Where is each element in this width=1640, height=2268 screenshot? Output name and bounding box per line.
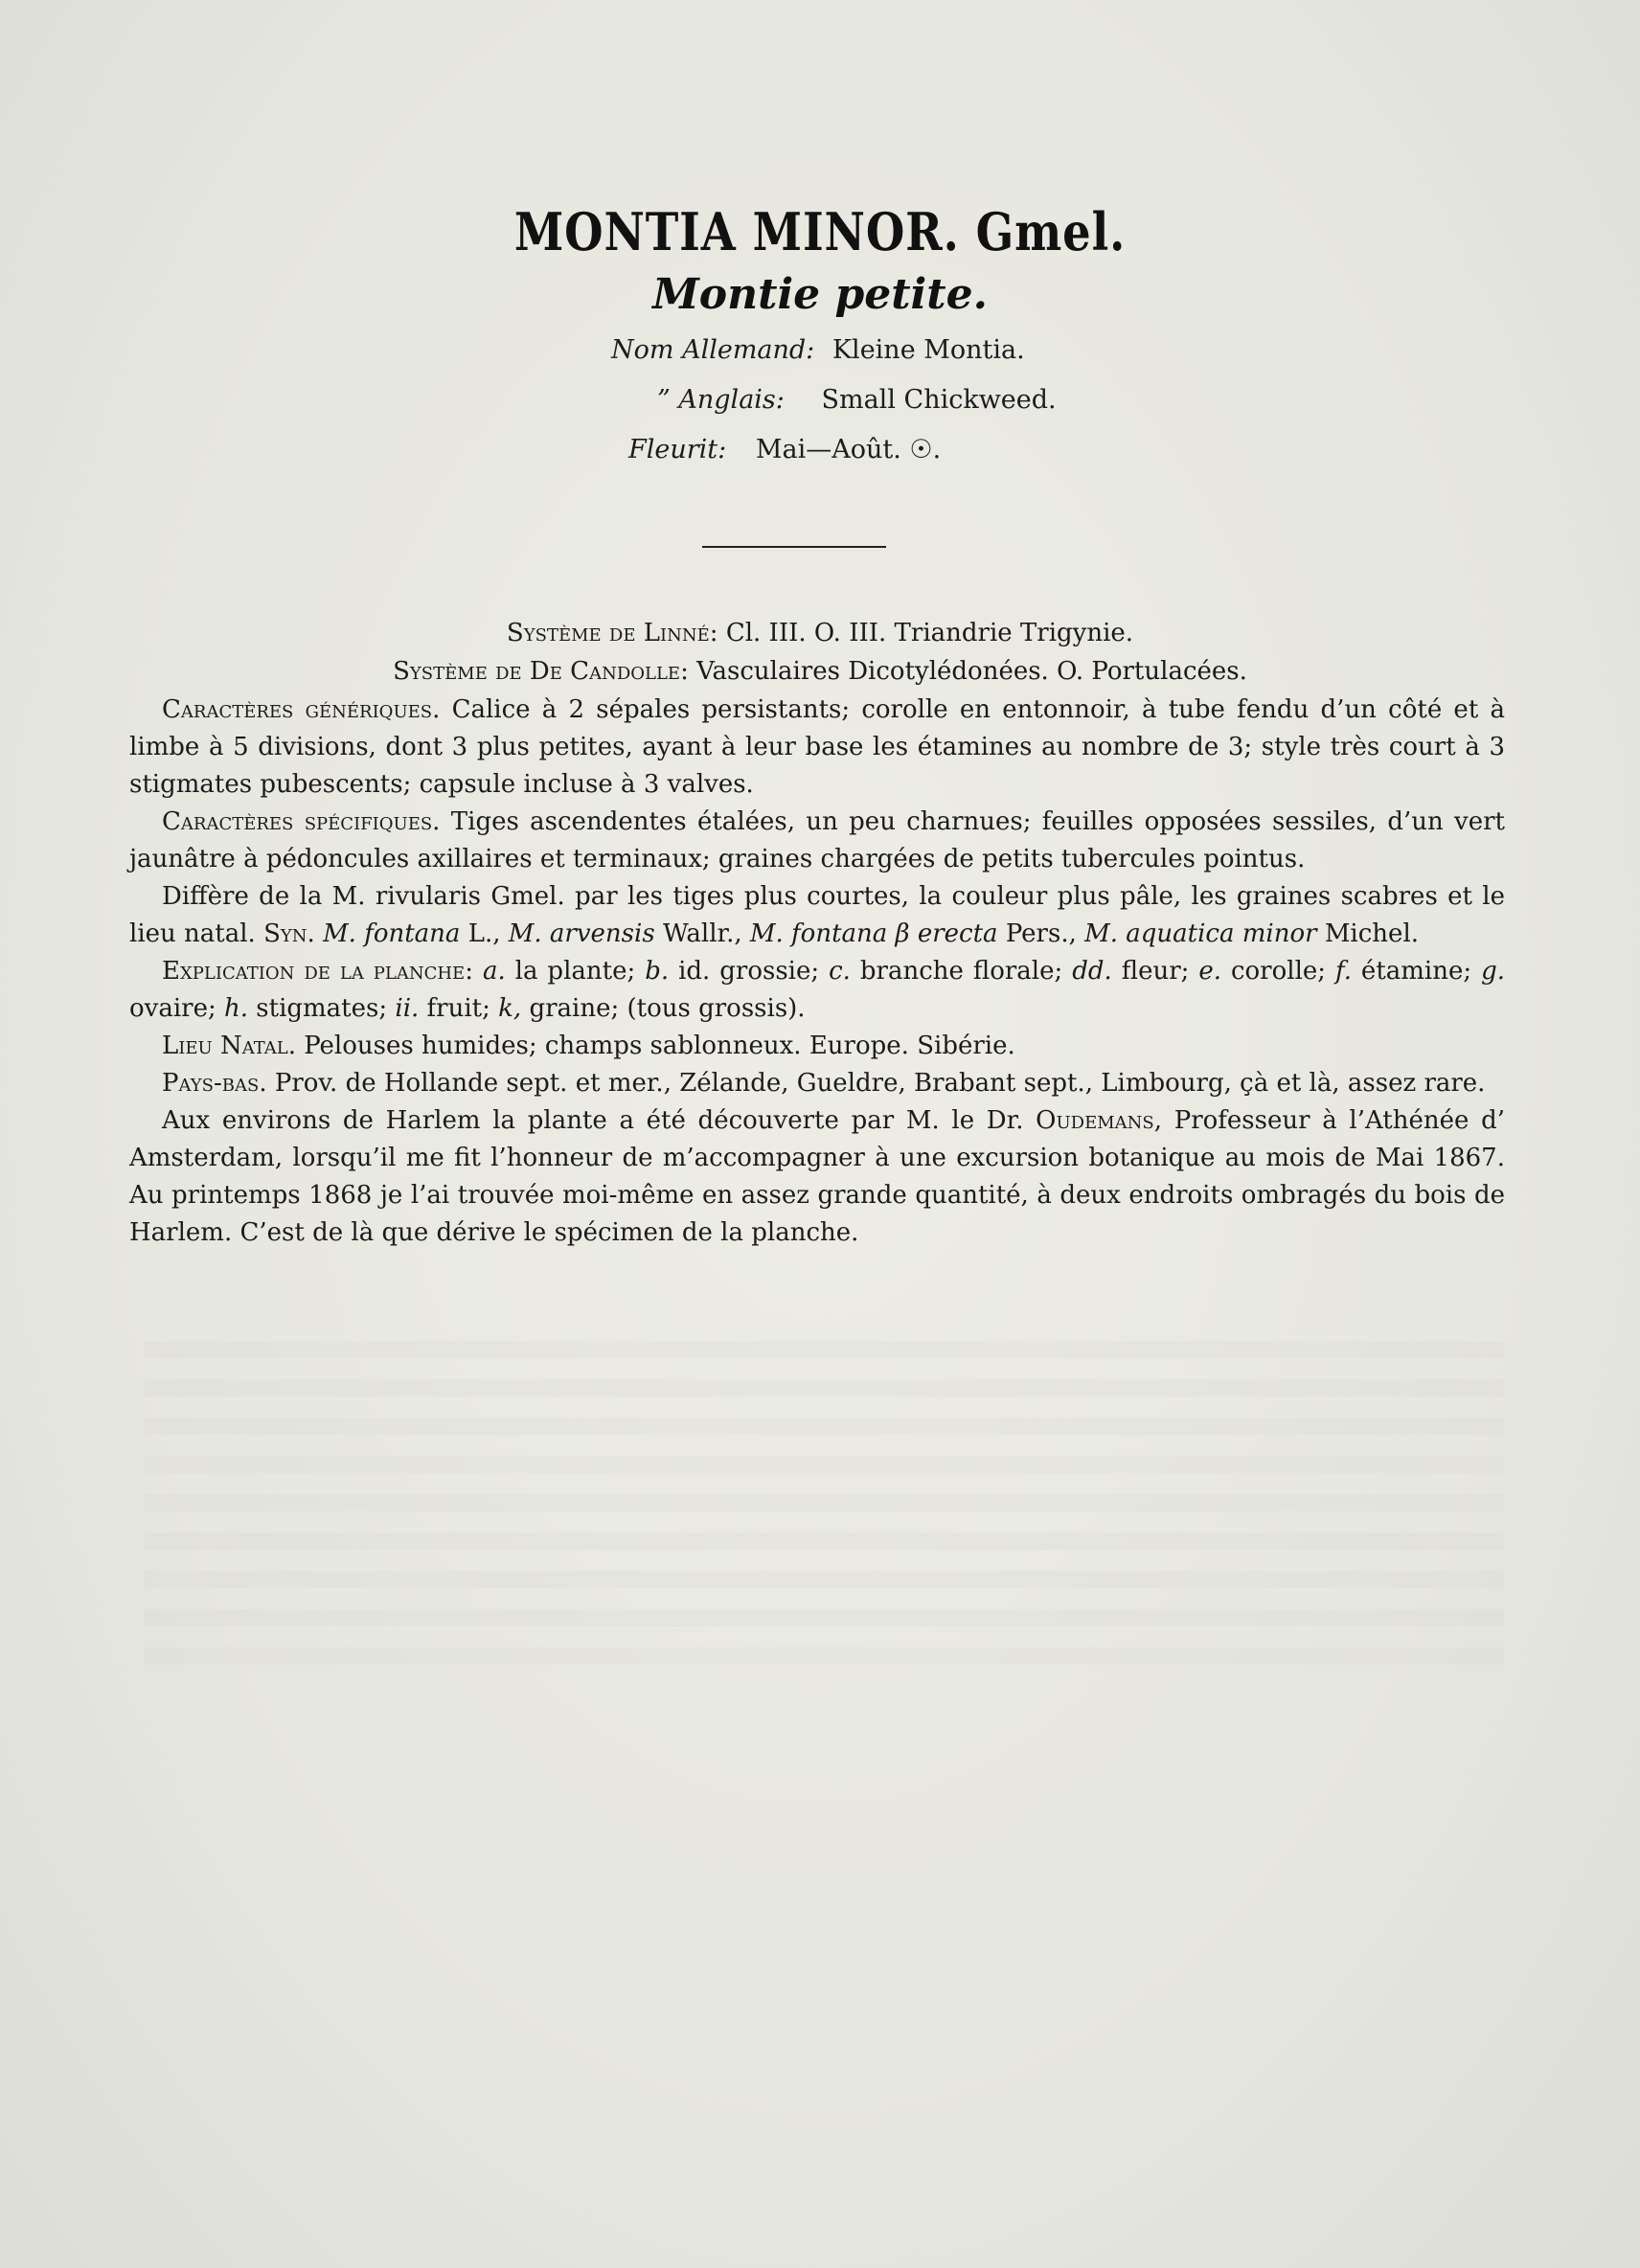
generic-characters-label: Caractères génériques. [162, 695, 441, 724]
figure-caption: graine; (tous grossis). [521, 994, 806, 1023]
figure-letter: e. [1198, 957, 1221, 986]
figure-letter: b. [645, 957, 670, 986]
specific-characters-label: Caractères spécifiques. [162, 807, 441, 836]
history-text-1: Aux environs de Harlem la plante a été découverte par M. le Dr. [162, 1106, 1024, 1135]
flowering-row [628, 435, 941, 465]
flowering-label: Fleurit: [628, 435, 727, 465]
habitat-text: Pelouses humides; champs sablonneux. Europe. Sibérie. [304, 1032, 1015, 1060]
candolle-label: Système de De Candolle: [393, 657, 689, 686]
history-text-2: , Professeur à l’Athénée d’ Amsterdam, lorsqu’il me fit l’honneur de m’accompagner à une excursion botanique au mois de Mai 1867. Au printemps 1868 je l’ai trouvée moi-même en assez grande quantité, à deux endroits ombragés du bois de Harlem. C’est de là que dérive le spécimen de la planche. [129, 1106, 1505, 1247]
figure-caption: ovaire; [129, 994, 224, 1023]
german-name-row [611, 335, 1025, 365]
synonym-1: M. fontana [323, 919, 461, 948]
explanation-label: Explication de la planche: [162, 957, 473, 986]
specific-characters-paragraph [129, 804, 1505, 878]
english-name-value: Small Chickweed. [821, 385, 1057, 415]
specific-characters-text: Tiges ascendentes étalées, un peu charnues; feuilles opposées sessiles, d’un vert jaunâtre à pédoncules axillaires et terminaux; graines chargées de petits tubercules pointus. [129, 807, 1506, 873]
figure-caption: fruit; [419, 994, 499, 1023]
page-subtitle: Montie petite. [652, 270, 988, 319]
synonym-4-author: Michel. [1324, 919, 1420, 948]
figure-letter: f. [1335, 957, 1352, 986]
linne-system-line [0, 619, 1640, 647]
figure-letter: h. [224, 994, 249, 1023]
figure-letter: g. [1481, 957, 1506, 986]
flowering-value: Mai—Août. ☉. [755, 435, 942, 465]
bleed-through-texture [144, 1341, 1504, 1686]
page-title: MONTIA MINOR. Gmel. [513, 201, 1127, 262]
generic-characters-paragraph [129, 692, 1505, 804]
english-name-label: ” Anglais: [657, 385, 785, 415]
history-paragraph [129, 1102, 1505, 1252]
figure-caption: branche florale; [850, 957, 1073, 986]
figure-letter: dd. [1072, 957, 1112, 986]
linne-label: Système de Linné: [506, 619, 718, 647]
figure-caption: stigmates; [248, 994, 396, 1023]
differs-paragraph [129, 878, 1505, 953]
habitat-paragraph [129, 1028, 1505, 1065]
figure-letter: ii. [395, 994, 420, 1023]
synonym-3: M. fontana β erecta [749, 919, 998, 948]
habitat-label: Lieu Natal. [162, 1032, 296, 1060]
synonym-2: M. arvensis [508, 919, 655, 948]
synonym-4: M. aquatica minor [1084, 919, 1317, 948]
generic-characters-text: Calice à 2 sépales persistants; corolle en entonnoir, à tube fendu d’un côté et à limbe à 5 divisions, dont 3 plus petites, ayant à leur base les étamines au nombre de 3; style très court à 3 stigmates pubescents; capsule incluse à 3 valves. [129, 695, 1505, 799]
synonym-1-author: L., [467, 919, 501, 948]
german-name-value: Kleine Montia. [831, 335, 1025, 365]
netherlands-text: Prov. de Hollande sept. et mer., Zélande, Gueldre, Brabant sept., Limbourg, çà et là, assez rare. [274, 1069, 1486, 1098]
figure-caption: id. grossie; [669, 957, 830, 986]
german-name-label: Nom Allemand: [611, 335, 815, 365]
differs-text: Diffère de la M. rivularis Gmel. par les tiges plus courtes, la couleur plus pâle, les graines scabres et le lieu natal. [129, 882, 1505, 948]
linne-value: Cl. III. O. III. Triandrie Trigynie. [725, 619, 1134, 647]
synonym-3-author: Pers., [1005, 919, 1077, 948]
description-body [129, 692, 1505, 1252]
candolle-system-line [0, 657, 1640, 686]
candolle-value: Vasculaires Dicotylédonées. O. Portulacées. [696, 657, 1247, 686]
figure-caption: la plante; [505, 957, 646, 986]
netherlands-paragraph [129, 1065, 1505, 1102]
figure-letter: k, [498, 994, 522, 1023]
figure-caption: étamine; [1351, 957, 1482, 986]
separator-rule [702, 546, 886, 548]
history-person-name: Oudemans [1036, 1106, 1154, 1135]
synonym-2-author: Wallr., [662, 919, 742, 948]
netherlands-label: Pays-bas. [162, 1069, 267, 1098]
figure-letter: c. [829, 957, 851, 986]
figure-caption: corolle; [1221, 957, 1335, 986]
english-name-row [657, 385, 1057, 415]
figure-caption: fleur; [1111, 957, 1199, 986]
synonyms-label: Syn. [263, 919, 315, 948]
explanation-paragraph [129, 953, 1505, 1028]
figure-letter: a. [482, 957, 506, 986]
